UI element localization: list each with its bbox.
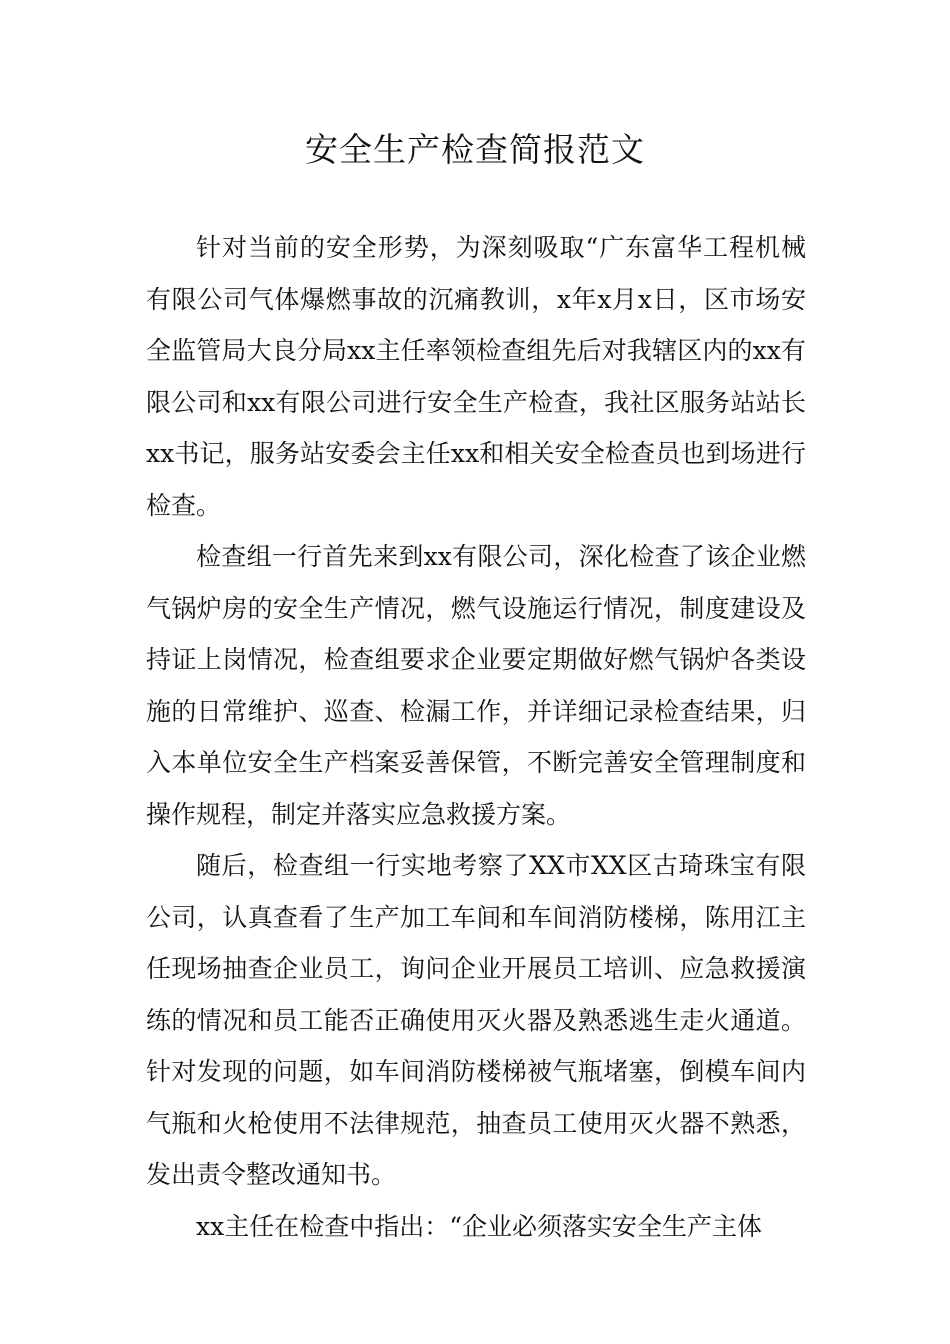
document-body [146, 222, 806, 1252]
paragraph-1: 针对当前的安全形势，为深刻吸取“广东富华工程机械有限公司气体爆燃事故的沉痛教训，x年x月x日，区市场安全监管局大良分局xx主任率领检查组先后对我辖区内的xx有限公司和xx有限公司进行安全生产检查，我社区服务站站长xx书记，服务站安委会主任xx和相关安全检查员也到场进行检查。 [146, 233, 806, 520]
paragraph-4: xx主任在检查中指出：“企业必须落实安全生产主体 [196, 1211, 762, 1241]
document-title: 安全生产检查简报范文 [305, 130, 645, 169]
paragraph-2: 检查组一行首先来到xx有限公司，深化检查了该企业燃气锅炉房的安全生产情况，燃气设施运行情况，制度建设及持证上岗情况，检查组要求企业要定期做好燃气锅炉各类设施的日常维护、巡查、检漏工作，并详细记录检查结果，归入本单位安全生产档案妥善保管，不断完善安全管理制度和操作规程，制定并落实应急救援方案。 [146, 542, 806, 829]
paragraph-3: 随后，检查组一行实地考察了XX市XX区古琦珠宝有限公司，认真查看了生产加工车间和车间消防楼梯，陈用江主任现场抽查企业员工，询问企业开展员工培训、应急救援演练的情况和员工能否正确使用灭火器及熟悉逃生走火通道。针对发现的问题，如车间消防楼梯被气瓶堵塞，倒模车间内气瓶和火枪使用不法律规范，抽查员工使用灭火器不熟悉，发出责令整改通知书。 [146, 851, 806, 1189]
